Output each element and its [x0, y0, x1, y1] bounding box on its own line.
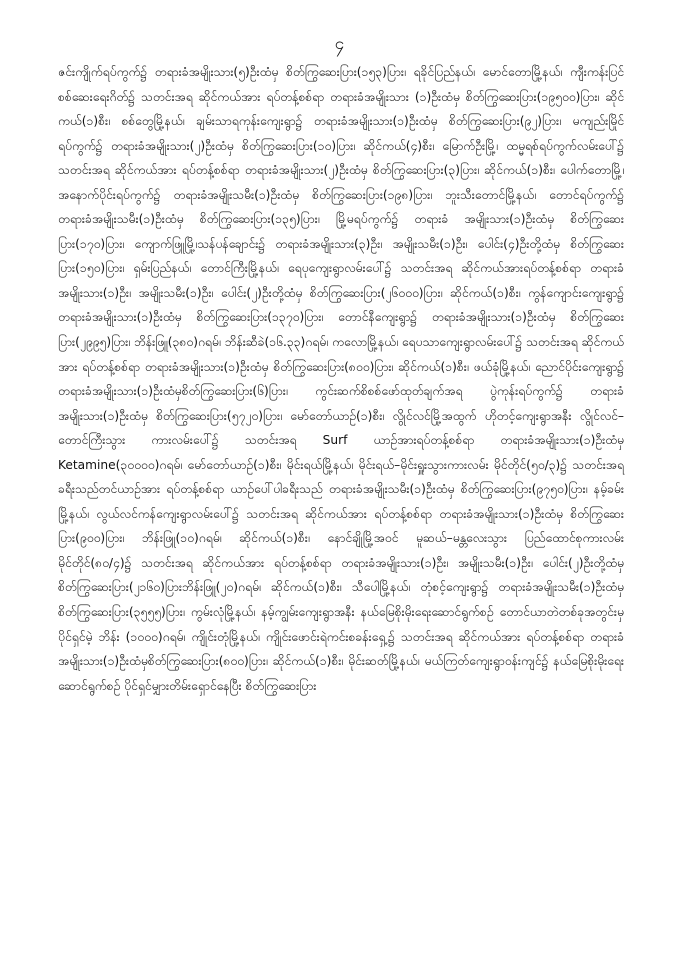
body-paragraph: ဇင်းကျိုက်ရပ်ကွက်၌ တရားခံအမျိုးသား(၅)ဦးထံမှ စိတ်ကြွဆေးပြား(၁၅၃)ပြား၊ ရခိုင်ပြည်နယ်၊ မောင်တောမြို့နယ်၊ ကျီးကန်းပြင်စစ်ဆေးရေးဂိတ်၌ သတင်းအရ ဆိုင်ကယ်အား ရပ်တန့်စစ်ရာ တရားခံအမျိုးသား (၁)ဦးထံမှ စိတ်ကြွဆေးပြား(၁၉၅၀၀)ပြား၊ ဆိုင်ကယ်(၁)စီး၊ စစ်တွေမြို့နယ်၊ ချမ်းသာရကုန်းကျေးရွာ၌ တရားခံအမျိုးသား(၁)ဦးထံမှ စိတ်ကြွဆေးပြား(၉၂)ပြား၊ မကျည်းမြိုင်ရပ်ကွက်၌ တရားခံအမျိုးသား(၂)ဦးထံမှ စိတ်ကြွဆေးပြား(၁၀)ပြား၊ ဆိုင်ကယ်(၄)စီး၊ မြောက်ဦးမြို့၊ ထမ္မရစ်ရပ်ကွက်လမ်းပေါ်၌ သတင်းအရ ဆိုင်ကယ်အား ရပ်တန့်စစ်ရာ တရားခံအမျိုးသား(၂)ဦးထံမှ စိတ်ကြွဆေးပြား(၃)ပြား၊ ဆိုင်ကယ်(၁)စီး၊ ပေါက်တောမြို့၊ အနောက်ပိုင်းရပ်ကွက်၌ တရားခံအမျိုးသမီး(၁)ဦးထံမှ စိတ်ကြွဆေးပြား(၁၉၈)ပြား၊ ဘူးသီးတောင်မြို့နယ်၊ တောင်ရပ်ကွက်၌ တရားခံအမျိုးသမီး(၁)ဦးထံမှ စိတ်ကြွဆေးပြား(၁၃၅)ပြား၊ မြို့မရပ်ကွက်၌ တရားခံ အမျိုးသား(၁)ဦးထံမှ စိတ်ကြွဆေးပြား(၁၇၀)ပြား၊ ကျောက်ဖြူမြို့၊သန်ပန်ချောင်း၌ တရားခံအမျိုးသား(၃)ဦး၊ အမျိုးသမီး(၁)ဦး၊ ပေါင်း(၄)ဦးတို့ထံမှ စိတ်ကြွဆေးပြား(၁၅၀)ပြား၊ ရှမ်းပြည်နယ်၊ တောင်ကြီးမြို့နယ်၊ ရေပုကျေးရွာလမ်းပေါ်၌ သတင်းအရ ဆိုင်ကယ်အားရပ်တန့်စစ်ရာ တရားခံအမျိုးသား(၁)ဦး၊ အမျိုးသမီး(၁)ဦး၊ ပေါင်း(၂)ဦးတို့ထံမှ စိတ်ကြွဆေးပြား(၂၆၀၀၀)ပြား၊ ဆိုင်ကယ်(၁)စီး၊ ကွန်ကျောင်းကျေးရွာ၌ တရားခံအမျိုးသား(၁)ဦးထံမှ စိတ်ကြွဆေးပြား(၁၃၇၀)ပြား၊ တောင်နီကျေးရွာ၌ တရားခံအမျိုးသား(၁)ဦးထံမှ စိတ်ကြွဆေးပြား(၂၉၉၅)ပြား၊ ဘိန်းဖြူ(၃၈၀)ဂရမ်၊ ဘိန်းဆီခဲ(၁၆.၃၃)ဂရမ်၊ ကလောမြို့နယ်၊ ရေပသာကျေးရွာလမ်းပေါ်၌ သတင်းအရ ဆိုင်ကယ်အား ရပ်တန့်စစ်ရာ တရားခံအမျိုးသား(၁)ဦးထံမှ စိတ်ကြွဆေးပြား(၈၀၀)ပြား၊ ဆိုင်ကယ်(၁)စီး၊ ဖယ်ခုံမြို့နယ်၊ ညောင်ပိုင်းကျေးရွာ၌ တရားခံအမျိုးသား(၁)ဦးထံမှစိတ်ကြွဆေးပြား(၆)ပြား၊ ကွင်းဆက်စိစစ်ဖော်ထုတ်ချက်အရ ပွဲကုန်းရပ်ကွက်၌ တရားခံအမျိုးသား(၁)ဦးထံမှ စိတ်ကြွဆေးပြား(၅၇၂၀)ပြား၊ မော်တော်ယာဉ်(၁)စီး၊ လွိုင်လင်မြို့အထွက် ဟိုတင့်ကျေးရွာအနီး လွိုင်လင်–တောင်ကြီးသွား ကားလမ်းပေါ်၌ သတင်းအရ Surf ယာဉ်အားရပ်တန့်စစ်ရာ တရားခံအမျိုးသား(၁)ဦးထံမှ Ketamine(၃၀၀၀၀)ဂရမ်၊ မော်တော်ယာဉ်(၁)စီး၊ မိုင်းရယ်မြို့နယ်၊ မိုင်းရယ်–မိုင်းရှူးသွားကားလမ်း မိုင်တိုင်(၅၀/၃)၌ သတင်းအရ ခရီးသည်တင်ယာဉ်အား ရပ်တန့်စစ်ရာ ယာဉ်ပေါ်ပါခရီးသည် တရားခံအမျိုးသမီး(၁)ဦးထံမှ စိတ်ကြွဆေးပြား(၉၇၅၀)ပြား၊ နမ့်ခမ်းမြို့နယ်၊ လွယ်လင်ကန်ကျေးရွာလမ်းပေါ်၌ သတင်းအရ ဆိုင်ကယ်အား ရပ်တန့်စစ်ရာ တရားခံအမျိုးသား(၁)ဦးထံမှ စိတ်ကြွဆေးပြား(၉၀၀)ပြား၊ ဘိန်းဖြူ(၁၀)ဂရမ်၊ ဆိုင်ကယ်(၁)စီး၊ နောင်ချိုမြို့အဝင် မူဆယ်–မန္တလေးသွား ပြည်ထောင်စုကားလမ်း မိုင်တိုင်(၈၀/၄)၌ သတင်းအရ ဆိုင်ကယ်အား ရပ်တန့်စစ်ရာ တရားခံအမျိုးသား(၁)ဦး၊ အမျိုးသမီး(၁)ဦး၊ ပေါင်း(၂)ဦးတို့ထံမှ စိတ်ကြွဆေးပြား(၂၁၆၀)ပြားဘိန်းဖြူ(၂၀)ဂရမ်၊ ဆိုင်ကယ်(၁)စီး၊ သီပေါမြို့နယ်၊ တုံစင့်ကျေးရွာ၌ တရားခံအမျိုးသမီး(၁)ဦးထံမှ စိတ်ကြွဆေးပြား(၃၅၅၅)ပြား၊ ကွမ်းလုံမြို့နယ်၊ နမ့်ကျွမ်းကျေးရွာအနီး နယ်မြေစိုးမိုးရေးဆောင်ရွက်စဉ် တောင်ယာတဲတစ်ခုအတွင်းမှ ပိုင်ရှင်မဲ့ ဘိန်း (၁၀၀၀)ဂရမ်၊ ကျိုင်းတုံမြို့နယ်၊ ကျိုင်းဖောင်းရဲကင်းစခန်းရှေ့၌ သတင်းအရ ဆိုင်ကယ်အား ရပ်တန့်စစ်ရာ တရားခံအမျိုးသား(၁)ဦးထံမှစိတ်ကြွဆေးပြား(၈၀၀)ပြား၊ ဆိုင်ကယ်(၁)စီး၊ မိုင်းဆတ်မြို့နယ်၊ မယ်ကြတ်ကျေးရွာဝန်းကျင်၌ နယ်မြေစိုးမိုးရေးဆောင်ရွက်စဉ် ပိုင်ရှင်မျှားတိမ်းရှောင်နေပြီး စိတ်ကြွဆေးပြား [58, 65, 624, 693]
page-number: ၄ [334, 34, 345, 54]
